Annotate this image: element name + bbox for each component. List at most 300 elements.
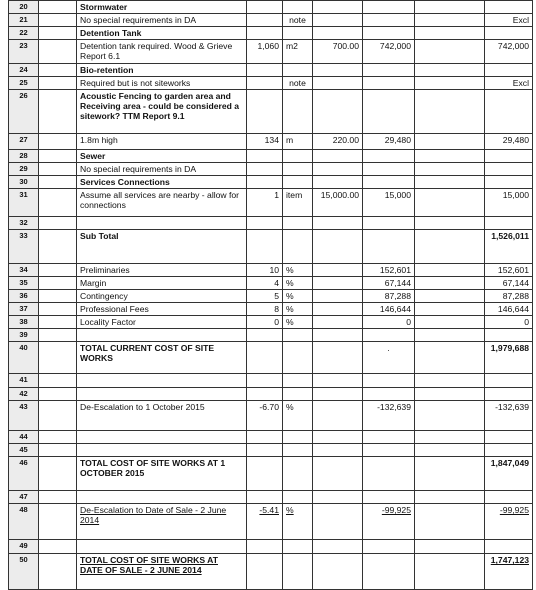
unit-cell	[283, 444, 313, 457]
blank-cell	[39, 388, 77, 401]
unit-cell	[283, 540, 313, 554]
blank-cell	[39, 431, 77, 444]
item-description: TOTAL COST OF SITE WORKS AT DATE OF SALE - 2 JUNE 2014	[77, 554, 247, 590]
blank-cell	[415, 491, 485, 504]
quantity-cell	[247, 150, 283, 163]
blank-cell	[39, 444, 77, 457]
table-row	[9, 40, 533, 64]
row-number: 35	[9, 277, 39, 290]
table-row	[9, 401, 533, 431]
total-cell	[485, 374, 533, 388]
blank-cell	[39, 316, 77, 329]
blank-cell	[415, 163, 485, 176]
rate-cell	[313, 401, 363, 431]
total-cell: 146,644	[485, 303, 533, 316]
quantity-cell	[247, 444, 283, 457]
blank-cell	[415, 504, 485, 540]
blank-cell	[39, 329, 77, 342]
item-description	[77, 431, 247, 444]
rate-cell	[313, 27, 363, 40]
table-row	[9, 277, 533, 290]
amount-cell	[363, 176, 415, 189]
quantity-cell	[247, 431, 283, 444]
row-number: 44	[9, 431, 39, 444]
table-row	[9, 90, 533, 134]
table-row	[9, 150, 533, 163]
unit-cell: %	[283, 277, 313, 290]
blank-cell	[39, 40, 77, 64]
item-description	[77, 217, 247, 230]
total-cell	[485, 329, 533, 342]
amount-cell: 0	[363, 316, 415, 329]
blank-cell	[415, 134, 485, 150]
amount-cell: -132,639	[363, 401, 415, 431]
rate-cell	[313, 77, 363, 90]
amount-cell: 67,144	[363, 277, 415, 290]
unit-cell: %	[283, 264, 313, 277]
table-row	[9, 217, 533, 230]
blank-cell	[39, 27, 77, 40]
unit-cell	[283, 1, 313, 14]
rate-cell	[313, 264, 363, 277]
unit-cell	[283, 64, 313, 77]
blank-cell	[415, 150, 485, 163]
quantity-cell: -5.41	[247, 504, 283, 540]
amount-cell	[363, 444, 415, 457]
row-number: 41	[9, 374, 39, 388]
blank-cell	[39, 303, 77, 316]
item-description: Detention Tank	[77, 27, 247, 40]
blank-cell	[415, 303, 485, 316]
table-row	[9, 303, 533, 316]
amount-cell: 29,480	[363, 134, 415, 150]
blank-cell	[415, 90, 485, 134]
blank-cell	[415, 27, 485, 40]
total-cell	[485, 388, 533, 401]
amount-cell	[363, 457, 415, 491]
row-number: 32	[9, 217, 39, 230]
row-number: 42	[9, 388, 39, 401]
blank-cell	[415, 401, 485, 431]
unit-cell	[283, 431, 313, 444]
blank-cell	[415, 189, 485, 217]
rate-cell	[313, 457, 363, 491]
quantity-cell: 4	[247, 277, 283, 290]
quantity-cell	[247, 163, 283, 176]
row-number: 33	[9, 230, 39, 264]
blank-cell	[415, 217, 485, 230]
blank-cell	[415, 40, 485, 64]
item-description: De-Escalation to 1 October 2015	[77, 401, 247, 431]
row-number: 47	[9, 491, 39, 504]
quantity-cell	[247, 90, 283, 134]
amount-cell	[363, 554, 415, 590]
quantity-cell: 10	[247, 264, 283, 277]
rate-cell	[313, 540, 363, 554]
item-description: Locality Factor	[77, 316, 247, 329]
item-description: No special requirements in DA	[77, 14, 247, 27]
quantity-cell	[247, 77, 283, 90]
rate-cell	[313, 217, 363, 230]
row-number: 45	[9, 444, 39, 457]
cost-estimate-table	[8, 0, 533, 590]
row-number: 31	[9, 189, 39, 217]
blank-cell	[415, 554, 485, 590]
blank-cell	[39, 1, 77, 14]
rate-cell	[313, 64, 363, 77]
amount-cell	[363, 14, 415, 27]
table-row	[9, 64, 533, 77]
rate-cell	[313, 14, 363, 27]
total-cell	[485, 491, 533, 504]
blank-cell	[39, 134, 77, 150]
quantity-cell	[247, 176, 283, 189]
amount-cell	[363, 388, 415, 401]
blank-cell	[415, 329, 485, 342]
rate-cell: 220.00	[313, 134, 363, 150]
quantity-cell	[247, 374, 283, 388]
blank-cell	[415, 444, 485, 457]
total-cell	[485, 64, 533, 77]
quantity-cell	[247, 14, 283, 27]
rate-cell	[313, 374, 363, 388]
rate-cell	[313, 388, 363, 401]
quantity-cell: 1	[247, 189, 283, 217]
blank-cell	[39, 374, 77, 388]
row-number: 21	[9, 14, 39, 27]
blank-cell	[415, 277, 485, 290]
quantity-cell: 134	[247, 134, 283, 150]
rate-cell	[313, 303, 363, 316]
total-cell	[485, 163, 533, 176]
blank-cell	[39, 217, 77, 230]
table-row	[9, 264, 533, 277]
total-cell: Excl	[485, 14, 533, 27]
row-number: 36	[9, 290, 39, 303]
rate-cell	[313, 150, 363, 163]
table-row	[9, 504, 533, 540]
blank-cell	[415, 176, 485, 189]
unit-cell: note	[283, 14, 313, 27]
rate-cell: 700.00	[313, 40, 363, 64]
unit-cell: m	[283, 134, 313, 150]
table-row	[9, 388, 533, 401]
unit-cell	[283, 230, 313, 264]
unit-cell	[283, 491, 313, 504]
blank-cell	[415, 431, 485, 444]
blank-cell	[39, 277, 77, 290]
item-description	[77, 388, 247, 401]
blank-cell	[39, 491, 77, 504]
amount-cell	[363, 77, 415, 90]
unit-cell	[283, 554, 313, 590]
blank-cell	[415, 388, 485, 401]
rate-cell	[313, 316, 363, 329]
item-description	[77, 491, 247, 504]
table-row	[9, 431, 533, 444]
table-row	[9, 491, 533, 504]
item-description: Assume all services are nearby - allow for connections	[77, 189, 247, 217]
rate-cell	[313, 90, 363, 134]
table-row	[9, 14, 533, 27]
table-row	[9, 554, 533, 590]
quantity-cell	[247, 388, 283, 401]
row-number: 24	[9, 64, 39, 77]
amount-cell: 742,000	[363, 40, 415, 64]
row-number: 48	[9, 504, 39, 540]
item-description	[77, 444, 247, 457]
item-description: De-Escalation to Date of Sale - 2 June 2014	[77, 504, 247, 540]
table-row	[9, 176, 533, 189]
row-number: 30	[9, 176, 39, 189]
rate-cell	[313, 163, 363, 176]
total-cell	[485, 90, 533, 134]
row-number: 37	[9, 303, 39, 316]
table-row	[9, 329, 533, 342]
quantity-cell	[247, 27, 283, 40]
item-description: Acoustic Fencing to garden area and Receiving area - could be considered a sitework? TTM Report 9.1	[77, 90, 247, 134]
item-description: Preliminaries	[77, 264, 247, 277]
row-number: 34	[9, 264, 39, 277]
quantity-cell	[247, 540, 283, 554]
quantity-cell	[247, 217, 283, 230]
blank-cell	[415, 77, 485, 90]
blank-cell	[39, 457, 77, 491]
amount-cell: 87,288	[363, 290, 415, 303]
amount-cell	[363, 491, 415, 504]
unit-cell: note	[283, 77, 313, 90]
row-number: 46	[9, 457, 39, 491]
unit-cell: m2	[283, 40, 313, 64]
blank-cell	[415, 457, 485, 491]
quantity-cell	[247, 64, 283, 77]
item-description: Required but is not siteworks	[77, 77, 247, 90]
unit-cell	[283, 27, 313, 40]
blank-cell	[39, 189, 77, 217]
amount-cell	[363, 329, 415, 342]
item-description: TOTAL COST OF SITE WORKS AT 1 OCTOBER 2015	[77, 457, 247, 491]
blank-cell	[39, 540, 77, 554]
unit-cell	[283, 342, 313, 374]
amount-cell	[363, 27, 415, 40]
total-cell	[485, 431, 533, 444]
total-cell: 1,526,011	[485, 230, 533, 264]
total-cell: -99,925	[485, 504, 533, 540]
unit-cell	[283, 176, 313, 189]
item-description: Stormwater	[77, 1, 247, 14]
quantity-cell	[247, 329, 283, 342]
row-number: 40	[9, 342, 39, 374]
item-description: Professional Fees	[77, 303, 247, 316]
item-description	[77, 374, 247, 388]
amount-cell: .	[363, 342, 415, 374]
quantity-cell	[247, 230, 283, 264]
rate-cell	[313, 554, 363, 590]
unit-cell: %	[283, 290, 313, 303]
unit-cell	[283, 90, 313, 134]
amount-cell	[363, 64, 415, 77]
total-cell	[485, 217, 533, 230]
item-description: Detention tank required. Wood & Grieve Report 6.1	[77, 40, 247, 64]
unit-cell: %	[283, 303, 313, 316]
unit-cell	[283, 163, 313, 176]
row-number: 20	[9, 1, 39, 14]
rate-cell	[313, 329, 363, 342]
total-cell	[485, 1, 533, 14]
table-row	[9, 27, 533, 40]
row-number: 29	[9, 163, 39, 176]
quantity-cell	[247, 1, 283, 14]
amount-cell	[363, 431, 415, 444]
table-row	[9, 230, 533, 264]
row-number: 26	[9, 90, 39, 134]
unit-cell	[283, 217, 313, 230]
total-cell: Excl	[485, 77, 533, 90]
total-cell: 1,979,688	[485, 342, 533, 374]
rate-cell	[313, 176, 363, 189]
amount-cell: -99,925	[363, 504, 415, 540]
item-description: Services Connections	[77, 176, 247, 189]
unit-cell: %	[283, 401, 313, 431]
blank-cell	[39, 176, 77, 189]
blank-cell	[39, 342, 77, 374]
table-row	[9, 444, 533, 457]
item-description: No special requirements in DA	[77, 163, 247, 176]
rate-cell	[313, 444, 363, 457]
blank-cell	[415, 342, 485, 374]
amount-cell	[363, 374, 415, 388]
table-row	[9, 540, 533, 554]
amount-cell: 152,601	[363, 264, 415, 277]
table-row	[9, 290, 533, 303]
row-number: 27	[9, 134, 39, 150]
unit-cell: %	[283, 316, 313, 329]
unit-cell	[283, 388, 313, 401]
item-description	[77, 329, 247, 342]
row-number: 25	[9, 77, 39, 90]
table-row	[9, 1, 533, 14]
total-cell: 15,000	[485, 189, 533, 217]
table-row	[9, 374, 533, 388]
rate-cell	[313, 230, 363, 264]
quantity-cell: 5	[247, 290, 283, 303]
blank-cell	[39, 14, 77, 27]
blank-cell	[39, 150, 77, 163]
blank-cell	[39, 77, 77, 90]
row-number: 50	[9, 554, 39, 590]
item-description: Contingency	[77, 290, 247, 303]
rate-cell	[313, 1, 363, 14]
rate-cell: 15,000.00	[313, 189, 363, 217]
amount-cell	[363, 163, 415, 176]
rate-cell	[313, 277, 363, 290]
table-row	[9, 316, 533, 329]
table-row	[9, 163, 533, 176]
quantity-cell: 8	[247, 303, 283, 316]
row-number: 49	[9, 540, 39, 554]
quantity-cell	[247, 491, 283, 504]
amount-cell	[363, 217, 415, 230]
amount-cell	[363, 150, 415, 163]
amount-cell	[363, 230, 415, 264]
amount-cell: 15,000	[363, 189, 415, 217]
unit-cell	[283, 150, 313, 163]
amount-cell	[363, 1, 415, 14]
blank-cell	[415, 290, 485, 303]
total-cell: 29,480	[485, 134, 533, 150]
quantity-cell: 0	[247, 316, 283, 329]
blank-cell	[39, 163, 77, 176]
unit-cell	[283, 329, 313, 342]
rate-cell	[313, 290, 363, 303]
total-cell	[485, 444, 533, 457]
item-description: TOTAL CURRENT COST OF SITE WORKS	[77, 342, 247, 374]
table-row	[9, 189, 533, 217]
rate-cell	[313, 342, 363, 374]
blank-cell	[415, 540, 485, 554]
total-cell: -132,639	[485, 401, 533, 431]
item-description: Bio-retention	[77, 64, 247, 77]
quantity-cell: 1,060	[247, 40, 283, 64]
row-number: 22	[9, 27, 39, 40]
blank-cell	[39, 504, 77, 540]
total-cell: 87,288	[485, 290, 533, 303]
table-row	[9, 134, 533, 150]
quantity-cell	[247, 457, 283, 491]
blank-cell	[415, 14, 485, 27]
total-cell: 152,601	[485, 264, 533, 277]
unit-cell: item	[283, 189, 313, 217]
blank-cell	[415, 264, 485, 277]
total-cell	[485, 27, 533, 40]
row-number: 38	[9, 316, 39, 329]
item-description	[77, 540, 247, 554]
total-cell: 742,000	[485, 40, 533, 64]
total-cell	[485, 150, 533, 163]
quantity-cell	[247, 342, 283, 374]
total-cell	[485, 176, 533, 189]
unit-cell: %	[283, 504, 313, 540]
amount-cell: 146,644	[363, 303, 415, 316]
total-cell: 1,847,049	[485, 457, 533, 491]
blank-cell	[39, 401, 77, 431]
blank-cell	[39, 264, 77, 277]
table-row	[9, 457, 533, 491]
blank-cell	[39, 230, 77, 264]
blank-cell	[415, 64, 485, 77]
blank-cell	[415, 316, 485, 329]
item-description: Margin	[77, 277, 247, 290]
row-number: 39	[9, 329, 39, 342]
unit-cell	[283, 457, 313, 491]
row-number: 28	[9, 150, 39, 163]
amount-cell	[363, 540, 415, 554]
item-description: 1.8m high	[77, 134, 247, 150]
amount-cell	[363, 90, 415, 134]
row-number: 23	[9, 40, 39, 64]
total-cell: 1,747,123	[485, 554, 533, 590]
table-row	[9, 77, 533, 90]
unit-cell	[283, 374, 313, 388]
row-number: 43	[9, 401, 39, 431]
blank-cell	[39, 90, 77, 134]
blank-cell	[39, 64, 77, 77]
rate-cell	[313, 504, 363, 540]
blank-cell	[39, 290, 77, 303]
total-cell: 0	[485, 316, 533, 329]
blank-cell	[39, 554, 77, 590]
rate-cell	[313, 491, 363, 504]
